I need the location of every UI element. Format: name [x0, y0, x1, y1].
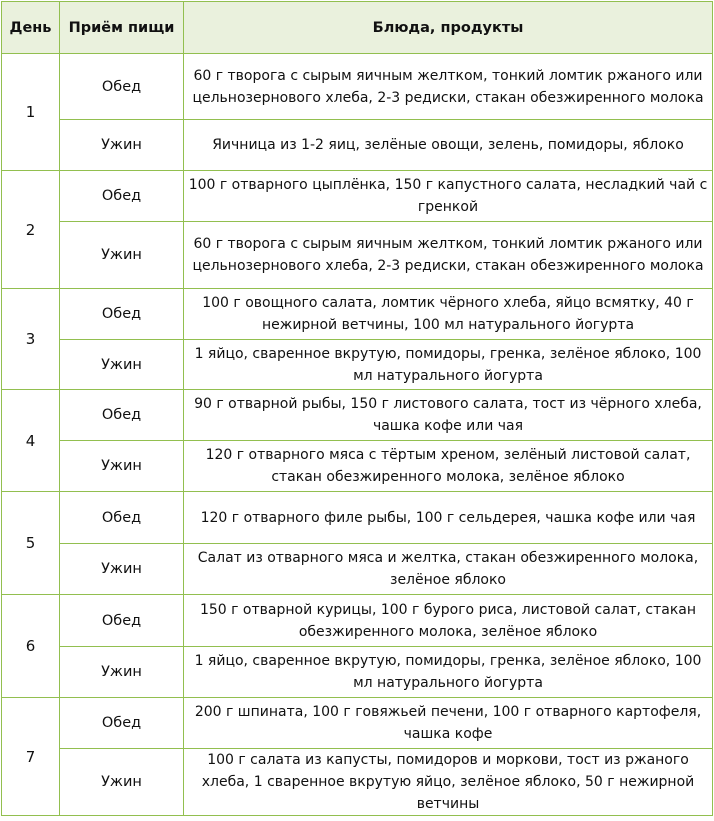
table-row: [2, 492, 713, 544]
dishes-cell: 100 г салата из капусты, помидоров и моркови, тост из ржаного хлеба, 1 сваренное вкрутую яйцо, зелёное яблоко, 50 г нежирной ветчины: [184, 749, 713, 816]
day-cell: 7: [2, 698, 60, 816]
day-cell: 4: [2, 390, 60, 492]
diet-table: [1, 1, 713, 816]
day-cell: 2: [2, 171, 60, 289]
meal-cell: Обед: [60, 698, 184, 749]
table-row: [2, 120, 713, 171]
day-cell: 5: [2, 492, 60, 595]
header-day: День: [2, 2, 60, 54]
dishes-cell: Яичница из 1-2 яиц, зелёные овощи, зелень, помидоры, яблоко: [184, 120, 713, 171]
meal-cell: Обед: [60, 390, 184, 441]
table-row: [2, 544, 713, 595]
dishes-cell: 60 г творога с сырым яичным желтком, тонкий ломтик ржаного или цельнозернового хлеба, 2-3 редиски, стакан обезжиренного молока: [184, 54, 713, 120]
dishes-cell: 60 г творога с сырым яичным желтком, тонкий ломтик ржаного или цельнозернового хлеба, 2-3 редиски, стакан обезжиренного молока: [184, 222, 713, 289]
table-row: [2, 698, 713, 749]
day-cell: 6: [2, 595, 60, 698]
dishes-cell: 100 г отварного цыплёнка, 150 г капустного салата, несладкий чай с гренкой: [184, 171, 713, 222]
dishes-cell: 120 г отварного филе рыбы, 100 г сельдерея, чашка кофе или чая: [184, 492, 713, 544]
day-cell: 3: [2, 289, 60, 390]
meal-cell: Ужин: [60, 120, 184, 171]
table-row: [2, 441, 713, 492]
meal-cell: Обед: [60, 595, 184, 647]
meal-cell: Ужин: [60, 340, 184, 390]
dishes-cell: 1 яйцо, сваренное вкрутую, помидоры, гренка, зелёное яблоко, 100 мл натурального йогурта: [184, 340, 713, 390]
meal-cell: Ужин: [60, 222, 184, 289]
day-cell: 1: [2, 54, 60, 171]
table-row: [2, 289, 713, 340]
meal-cell: Ужин: [60, 441, 184, 492]
meal-cell: Обед: [60, 171, 184, 222]
table-row: [2, 340, 713, 390]
table-row: [2, 54, 713, 120]
dishes-cell: 120 г отварного мяса с тёртым хреном, зелёный листовой салат, стакан обезжиренного молока, зелёное яблоко: [184, 441, 713, 492]
header-meal: Приём пищи: [60, 2, 184, 54]
table-row: [2, 222, 713, 289]
dishes-cell: 90 г отварной рыбы, 150 г листового салата, тост из чёрного хлеба, чашка кофе или чая: [184, 390, 713, 441]
table-row: [2, 647, 713, 698]
meal-cell: Ужин: [60, 749, 184, 816]
dishes-cell: 200 г шпината, 100 г говяжьей печени, 100 г отварного картофеля, чашка кофе: [184, 698, 713, 749]
meal-cell: Ужин: [60, 544, 184, 595]
table-header-row: [2, 2, 713, 54]
header-dishes: Блюда, продукты: [184, 2, 713, 54]
dishes-cell: 150 г отварной курицы, 100 г бурого риса, листовой салат, стакан обезжиренного молока, зелёное яблоко: [184, 595, 713, 647]
table-row: [2, 595, 713, 647]
meal-cell: Ужин: [60, 647, 184, 698]
meal-cell: Обед: [60, 492, 184, 544]
dishes-cell: 1 яйцо, сваренное вкрутую, помидоры, гренка, зелёное яблоко, 100 мл натурального йогурта: [184, 647, 713, 698]
dishes-cell: 100 г овощного салата, ломтик чёрного хлеба, яйцо всмятку, 40 г нежирной ветчины, 100 мл натурального йогурта: [184, 289, 713, 340]
dishes-cell: Салат из отварного мяса и желтка, стакан обезжиренного молока, зелёное яблоко: [184, 544, 713, 595]
table-row: [2, 171, 713, 222]
meal-cell: Обед: [60, 289, 184, 340]
table-row: [2, 390, 713, 441]
table-row: [2, 749, 713, 816]
meal-cell: Обед: [60, 54, 184, 120]
